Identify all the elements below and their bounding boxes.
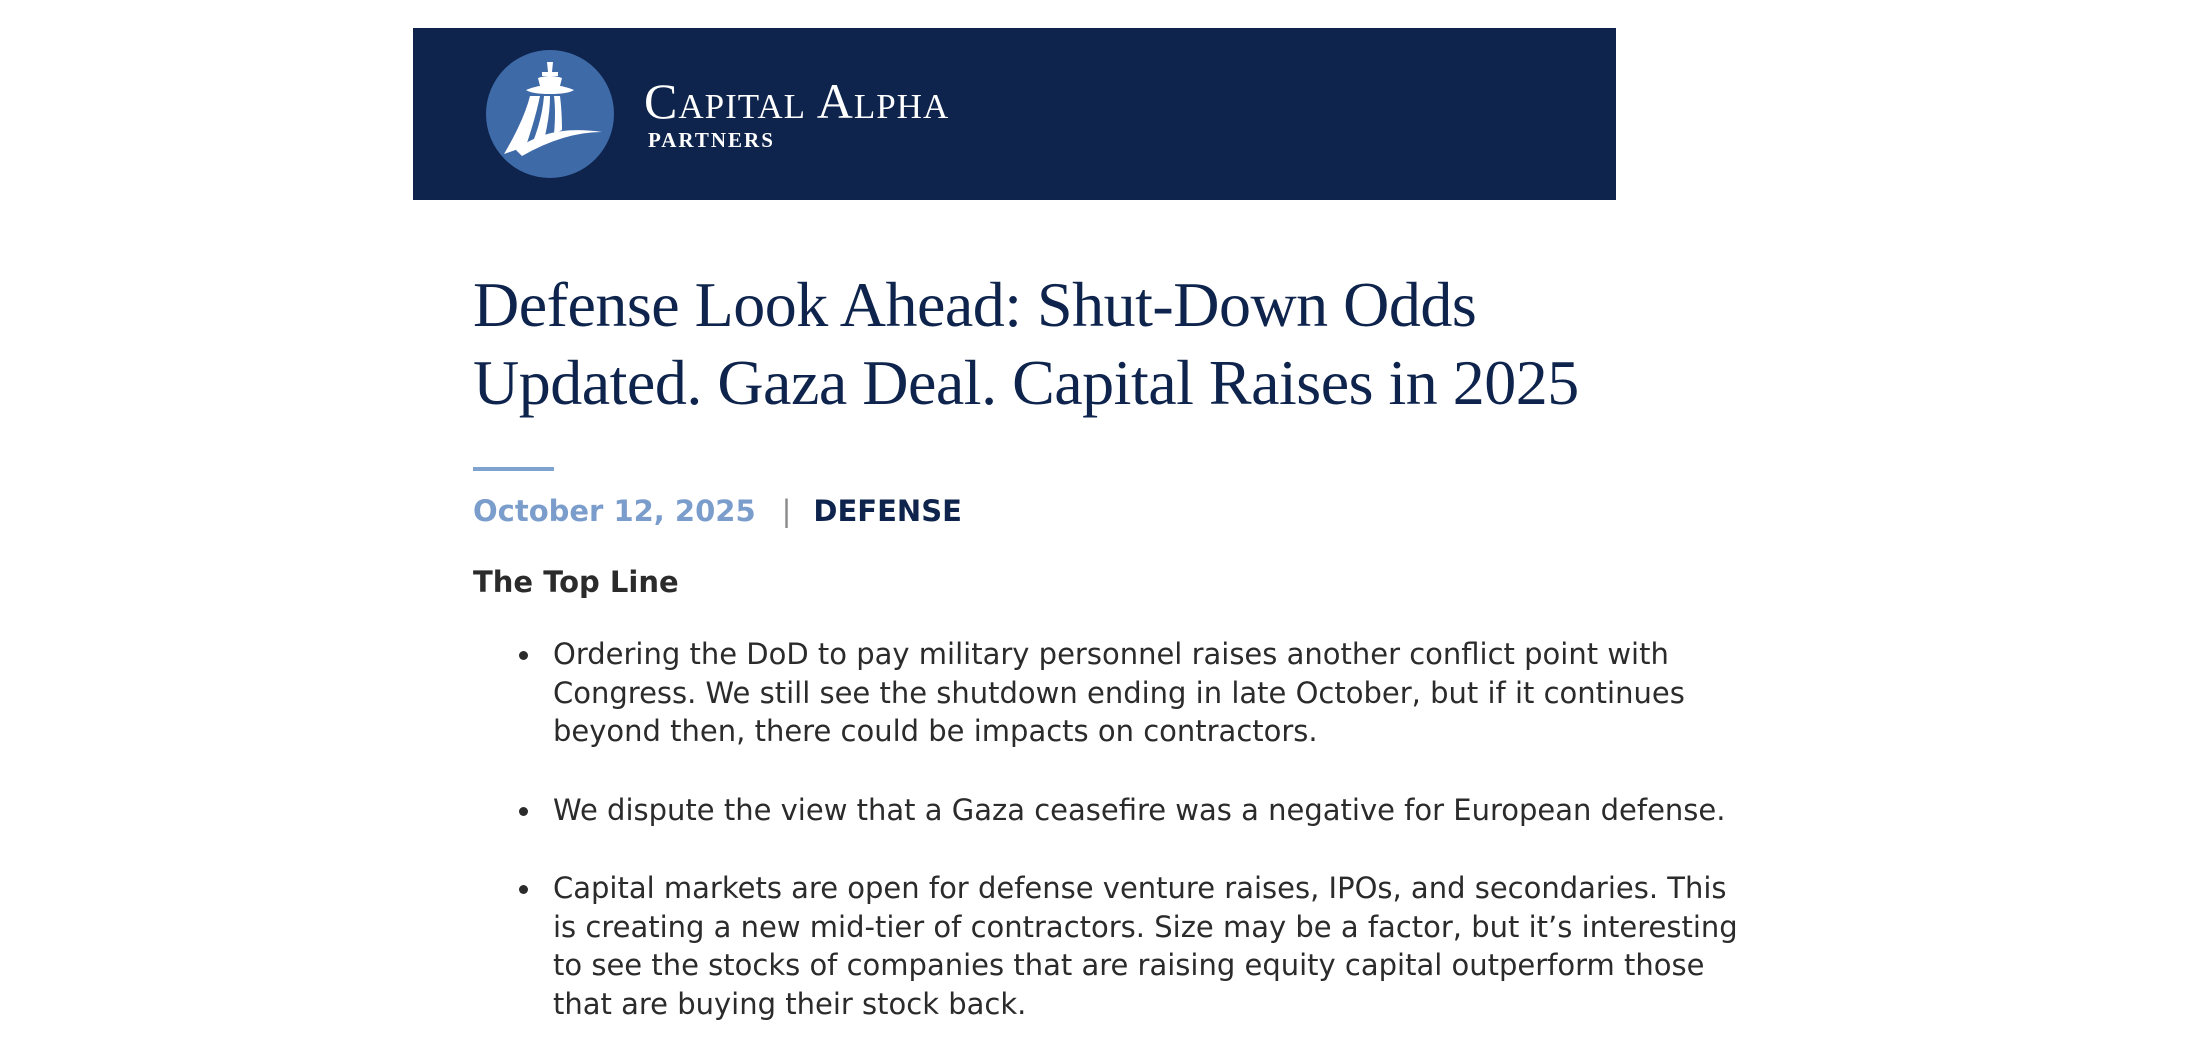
- list-item-line: beyond then, there could be impacts on contractors.: [553, 714, 1318, 748]
- article-title-line: Defense Look Ahead: Shut-Down Odds: [473, 269, 1477, 340]
- list-item: [553, 869, 1738, 1023]
- article-title: [473, 266, 1773, 422]
- list-item-line: Capital markets are open for defense venture raises, IPOs, and secondaries. This: [553, 871, 1727, 905]
- list-item: [553, 635, 1733, 751]
- logo-wordmark: [644, 73, 950, 152]
- article-title-line: Updated. Gaza Deal. Capital Raises in 2025: [473, 347, 1579, 418]
- publish-date: October 12, 2025: [473, 494, 756, 528]
- list-item-line: is creating a new mid-tier of contractors. Size may be a factor, but it’s interesting: [553, 909, 1738, 944]
- meta-separator: |: [781, 494, 792, 528]
- list-item-line: that are buying their stock back.: [553, 986, 1027, 1021]
- section-heading: The Top Line: [473, 565, 679, 599]
- article-meta: [473, 491, 962, 531]
- header-banner: [413, 28, 1616, 200]
- top-line-list: [553, 635, 1738, 1052]
- list-item-line: We dispute the view that a Gaza ceasefire was a negative for European defense.: [553, 792, 1726, 827]
- brand-name: Capital Alpha: [644, 73, 950, 129]
- accent-rule: [473, 467, 554, 471]
- list-item-line: Ordering the DoD to pay military personnel raises another conflict point with: [553, 637, 1669, 671]
- list-item-line: Congress. We still see the shutdown ending in late October, but if it continues: [553, 675, 1685, 710]
- brand-subtitle: PARTNERS: [648, 128, 775, 152]
- list-item-line: to see the stocks of companies that are raising equity capital outperform those: [553, 948, 1705, 982]
- category-label: DEFENSE: [813, 494, 962, 528]
- capitol-dome-icon: [486, 50, 614, 178]
- list-item: [553, 791, 1733, 830]
